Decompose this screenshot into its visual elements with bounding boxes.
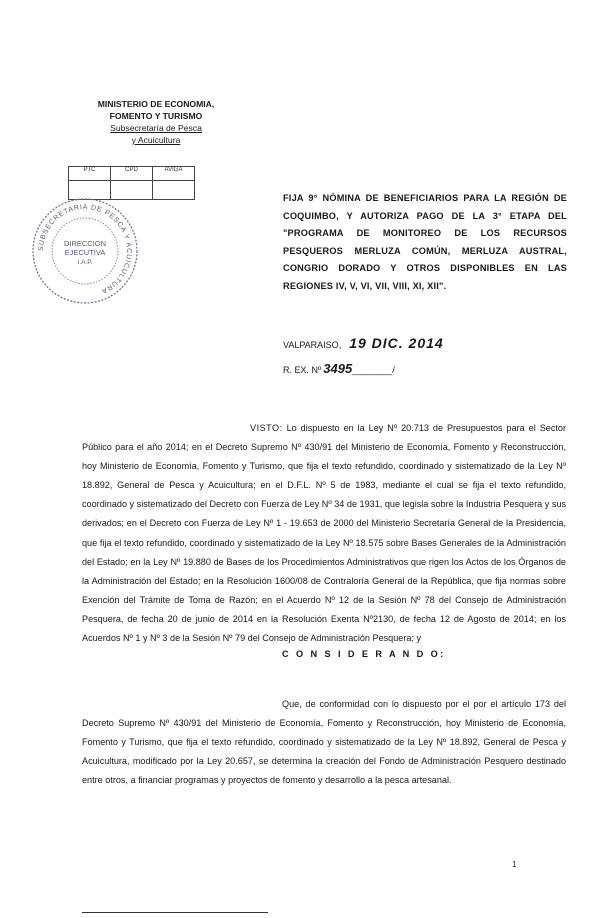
resolution-number-line: [283, 361, 395, 376]
seal-center-line-2: EJECUTIVA: [64, 248, 106, 257]
visto-section: [82, 419, 566, 648]
visto-paragraph: [82, 419, 566, 648]
place: VALPARAISO,: [283, 340, 342, 350]
considerando-paragraph-1: Que, de conformidad con lo dispuesto por el por el artículo 173 del Decreto Supremo Nº 430/91 del Ministerio de Economía, Fomento y Reconstrucción, hoy Ministerio de Economía, Fomento y Turismo, que fija el texto refundido, coordinado y sistematizado de la Ley Nº 18.892, General de Pesca y Acuicultura, modificado por la Ley 20.657, se determina la creación del Fondo de Administración Pesquero destinado entre otros, a financiar programas y proyectos de fomento y desarrollo a la pesca artesanal.: [82, 699, 566, 785]
seal-ring-text: SUBSECRETARIA DE PESCA Y ACUICULTURA: [37, 203, 133, 295]
footnote-divider: [82, 912, 268, 913]
ministry-line-1: MINISTERIO DE ECONOMIA,: [97, 99, 215, 109]
official-seal: [30, 196, 140, 306]
place-date-line: [283, 335, 444, 351]
ministry-header: [66, 98, 246, 146]
approval-stamp-table: [68, 166, 195, 200]
page-number: 1: [512, 860, 517, 869]
stamp-cell-cpd: CPD: [111, 167, 153, 181]
ministry-line-2: FOMENTO Y TURISMO: [109, 111, 203, 121]
visto-lead: VISTO:: [250, 423, 283, 433]
subsecretaria-line-2: y Acuicultura: [131, 135, 181, 145]
resolution-prefix: R. EX. Nº: [283, 365, 322, 375]
seal-center-line-1: DIRECCION: [63, 239, 107, 248]
subsecretaria-line-1: Subsecretaría de Pesca: [110, 123, 202, 133]
resolution-date: 19 DIC. 2014: [349, 335, 444, 351]
resolution-number: 3495: [323, 361, 353, 376]
stamp-initial-cell: [153, 181, 195, 200]
resolution-suffix: ________/: [352, 365, 395, 375]
considerando-section: [82, 695, 566, 790]
stamp-cell-ptc: PTC: [69, 167, 111, 181]
seal-center-line-3: I.A.P.: [77, 259, 93, 266]
visto-text: Lo dispuesto en la Ley Nº 20.713 de Presupuestos para el Sector Público para el año 2014; en el Decreto Supremo Nº 430/91 del Ministerio de Economía, Fomento y Reconstrucción, hoy Ministerio de Economía, Fomento y Turismo, que fija el texto refundido, coordinado y sistematizado de la Ley Nº 18.892, General de Pesca y Acuicultura; en el D.F.L. Nº 5 de 1983, mediante el cual se fija el texto refundido, coordinado y sistematizado del Decreto con Fuerza de Ley Nº 34 de 1931, que legisla sobre la Industria Pesquera y sus derivados; en el Decreto con Fuerza de Ley Nº 1 - 19.653 de 2000 del Ministerio Secretaría General de la Presidencia, que fija el texto refundido, coordinado y sistematizado de la Ley Nº 18.575 sobre Bases Generales de la Administración del Estado; en la Ley Nº 19.880 de Bases de los Procedimientos Administrativos que rigen los Actos de los Órganos de la Administración del Estado; en la Resolución 1600/08 de Contraloría General de la República, que fija normas sobre Exención del Trámite de Toma de Razón; en el Acuerdo Nº 12 de la Sesión Nº 78 del Consejo de Administración Pesquera, de fecha 20 de junio de 2014 en la Resolución Exenta Nº2130, de fecha 12 de Agosto de 2014; en los Acuerdos Nº 1 y Nº 3 de la Sesión Nº 79 del Consejo de Administración Pesquera; y: [82, 423, 566, 644]
resolution-title: FIJA 9° NÓMINA DE BENEFICIARIOS PARA LA REGIÓN DE COQUIMBO, Y AUTORIZA PAGO DE LA 3° ETAPA DEL "PROGRAMA DE MONITOREO DE LOS RECURSOS PESQUEROS MERLUZA COMÚN, MERLUZA AUSTRAL, CONGRIO DORADO Y OTROS DISPONIBLES EN LAS REGIONES IV, V, VI, VII, VIII, XI, XII".: [283, 193, 567, 291]
stamp-cell-aviga: AVIGA: [153, 167, 195, 181]
considerando-heading: C O N S I D E R A N D O:: [282, 649, 446, 659]
